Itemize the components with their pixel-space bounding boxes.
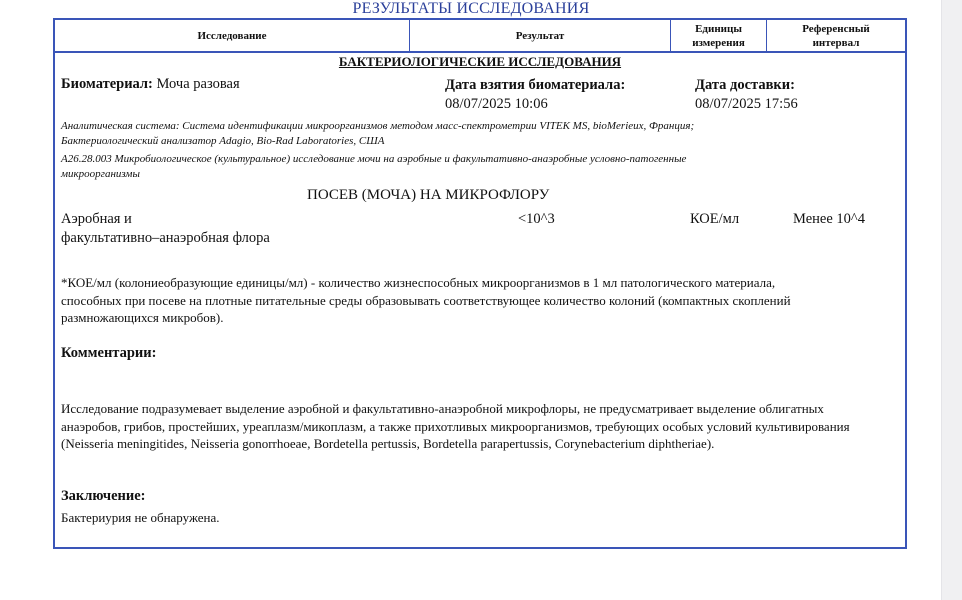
analytic-system-line1: Аналитическая система: Система идентификации микроорганизмов методом масс-спектрометрии VITEK MS, bioMerieux, Франция; [61, 120, 695, 132]
section-title: БАКТЕРИОЛОГИЧЕСКИЕ ИССЛЕДОВАНИЯ [338, 54, 622, 69]
row-name-line2: факультативно–анаэробная флора [61, 230, 270, 246]
header-study-label: Исследование [197, 29, 267, 42]
row-units: КОЕ/мл [690, 211, 740, 227]
comments-text: Исследование подразумевает выделение аэробной и факультативно-анаэробной микрофлоры, не предусматривает выделение облигатных анаэробов, грибов, простейших, уреаплазм/микоплазм, а также прихотливых микроорганизмов, требующих особых условий культивирования (Neisseria meningitides, Neisseria gonorrhoeae, Bordetella pertussis, Bordetella parapertussis, Corynebacterium diphtheriae). [61, 401, 850, 451]
header-result-label: Результат [515, 29, 565, 42]
sample-date-value: 08/07/2025 10:06 [445, 96, 548, 112]
header-study [55, 20, 409, 51]
footnote-cfu: *КОЕ/мл (колониеобразующие единицы/мл) - количество жизнеспособных микроорганизмов в 1 мл патологического материала, способных при посеве на плотные питательные среды образовывать соответствующее количество колоний (компактных скоплений размножающихся микробов). [61, 275, 791, 325]
scrollbar[interactable] [941, 0, 962, 600]
method-line2: микроорганизмы [61, 168, 140, 180]
header-reference [767, 20, 905, 51]
biomaterial [61, 76, 240, 93]
sample-date-label: Дата взятия биоматериала: [445, 77, 626, 93]
row-result: <10^3 [518, 211, 555, 227]
row-reference: Менее 10^4 [793, 211, 865, 227]
document-title: РЕЗУЛЬТАТЫ ИССЛЕДОВАНИЯ [352, 0, 590, 17]
header-reference-line2: интервал [812, 36, 860, 49]
header-result [410, 20, 670, 51]
row-name-line1: Аэробная и [61, 211, 132, 227]
test-title: ПОСЕВ (МОЧА) НА МИКРОФЛОРУ [307, 187, 550, 203]
header-reference-line1: Референсный [802, 22, 870, 35]
header-units [671, 20, 766, 51]
comments-label: Комментарии: [61, 345, 157, 361]
conclusion-text: Бактериурия не обнаружена. [61, 510, 220, 525]
biomaterial-value: Моча разовая [156, 76, 240, 92]
biomaterial-label: Биоматериал: [61, 76, 153, 92]
conclusion-label: Заключение: [61, 488, 146, 504]
delivery-date-value: 08/07/2025 17:56 [695, 96, 798, 112]
header-units-line1: Единицы [695, 22, 742, 35]
header-units-line2: измерения [692, 36, 745, 49]
analytic-system-line2: Бактериологический анализатор Adagio, Bio-Rad Laboratories, США [61, 135, 385, 147]
method-line1: A26.28.003 Микробиологическое (культуральное) исследование мочи на аэробные и факультативно-анаэробные условно-патогенные [61, 153, 687, 165]
delivery-date-label: Дата доставки: [695, 77, 795, 93]
